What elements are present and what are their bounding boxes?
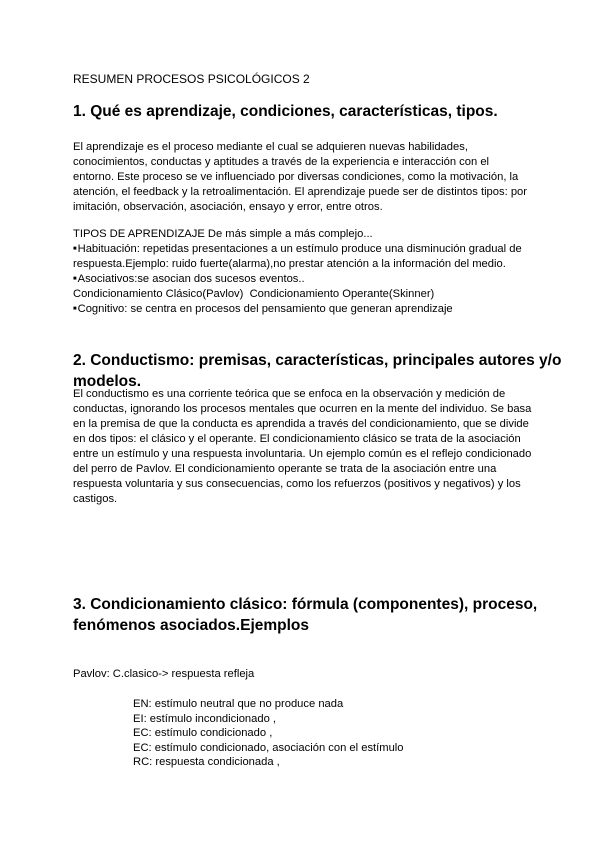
component-item: EC: estímulo condicionado, asociación con el estímulo xyxy=(133,741,404,754)
document-title: RESUMEN PROCESOS PSICOLÓGICOS 2 xyxy=(73,72,310,86)
section2-paragraph-line: entre un estímulo y una respuesta involuntaria. Un ejemplo común es el reflejo condicionado xyxy=(73,448,532,460)
section2-heading-line: modelos. xyxy=(73,373,142,390)
condicionamientos-line: Condicionamiento Clásico(Pavlov) Condicionamiento Operante(Skinner) xyxy=(73,288,435,300)
section1-paragraph-line: atención, el feedback y la retroalimentación. El aprendizaje puede ser de distintos tipos: por xyxy=(73,186,527,198)
section2-paragraph-line: del perro de Pavlov. El condicionamiento operante se trata de la asociación entre una xyxy=(73,463,497,475)
section1-paragraph-line: El aprendizaje es el proceso mediante el cual se adquieren nuevas habilidades, xyxy=(73,141,468,153)
section2-paragraph-line: respuesta voluntaria y sus consecuencias, como los refuerzos (positivos y negativos) y los xyxy=(73,478,521,490)
section1-paragraph-line: conocimientos, conductas y aptitudes a través de la experiencia e interacción con el xyxy=(73,156,490,168)
section2-paragraph-line: en la premisa de que la conducta es aprendida a través del condicionamiento, que se divide xyxy=(73,418,529,430)
section2-paragraph xyxy=(73,387,531,507)
cognitivo-item xyxy=(73,302,531,317)
tipos-aprendizaje-title: TIPOS DE APRENDIZAJE De más simple a más complejo... xyxy=(73,228,373,240)
component-item: RC: respuesta condicionada , xyxy=(133,756,280,768)
section1-paragraph xyxy=(73,140,531,215)
asociativos-item xyxy=(73,272,531,287)
component-item: EN: estímulo neutral que no produce nada xyxy=(133,698,344,710)
component-item: EC: estímulo condicionado , xyxy=(133,727,273,739)
bullet-icon: ■ xyxy=(73,246,77,252)
pavlov-line: Pavlov: C.clasico-> respuesta refleja xyxy=(73,668,255,680)
component-item: EI: estímulo incondicionado , xyxy=(133,712,277,725)
bullet-icon: ■ xyxy=(73,306,77,312)
section2-paragraph-line: castigos. xyxy=(73,493,118,505)
habituacion-item xyxy=(73,242,531,257)
section3-heading-line: 3. Condicionamiento clásico: fórmula (componentes), proceso, xyxy=(73,596,538,613)
bullet-icon: ■ xyxy=(73,276,77,282)
section2-paragraph-line: El conductismo es una corriente teórica que se enfoca en la observación y medición de xyxy=(73,388,506,400)
components-list xyxy=(133,697,404,770)
section2-heading xyxy=(73,350,562,392)
section2-heading-line: 2. Conductismo: premisas, características, principales autores y/o xyxy=(73,352,562,369)
section1-paragraph-line: entorno. Este proceso se ve influenciado por diversas condiciones, como la motivación, la xyxy=(73,171,519,183)
asociativos-text: Asociativos:se asocian dos sucesos eventos.. xyxy=(77,273,305,285)
section3-heading-line: fenómenos asociados.Ejemplos xyxy=(73,617,310,634)
cognitivo-text: Cognitivo: se centra en procesos del pensamiento que generan aprendizaje xyxy=(77,303,453,315)
habituacion-continuation: respuesta.Ejemplo: ruido fuerte(alarma),no prestar atención a la información del medio. xyxy=(73,258,506,270)
section1-heading: 1. Qué es aprendizaje, condiciones, características, tipos. xyxy=(73,103,498,120)
section3-heading xyxy=(73,594,538,636)
section2-paragraph-line: en dos tipos: el clásico y el operante. El condicionamiento clásico se trata de la asociación xyxy=(73,433,521,445)
section2-paragraph-line: conductas, ignorando los procesos mentales que ocurren en la mente del individuo. Se basa xyxy=(73,403,532,415)
habituacion-text: Habituación: repetidas presentaciones a un estímulo produce una disminución gradual de xyxy=(77,243,522,255)
section1-paragraph-line: imitación, observación, asociación, ensayo y error, entre otros. xyxy=(73,201,383,213)
tipos-aprendizaje-block xyxy=(73,227,531,317)
